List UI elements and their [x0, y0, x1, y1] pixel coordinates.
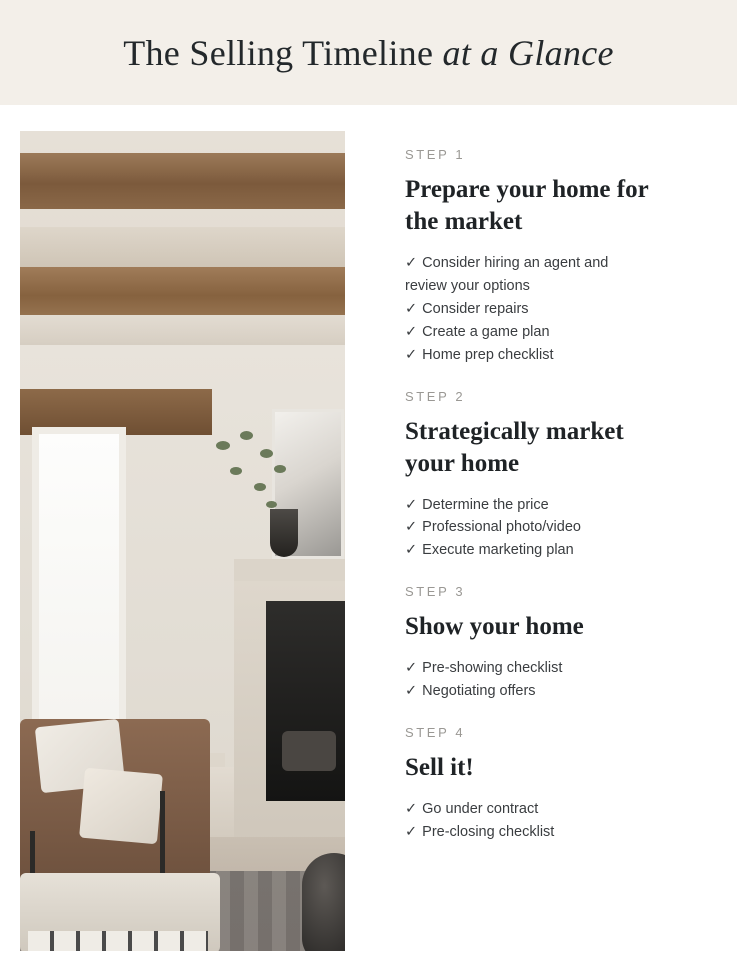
bullet-text: Consider repairs — [422, 300, 529, 317]
step-block-4 — [405, 725, 713, 844]
photo-pillow-lower — [79, 768, 163, 845]
bullet-text: Create a game plan — [422, 323, 550, 340]
step-block-3 — [405, 584, 713, 703]
list-item — [405, 798, 645, 821]
list-item — [405, 657, 645, 680]
bullet-text: Negotiating offers — [422, 683, 536, 700]
step-kicker-3: STEP 3 — [405, 584, 466, 600]
photo-wood-beam-2 — [20, 267, 345, 315]
step-title-4: Sell it! — [405, 754, 474, 782]
content-area — [0, 105, 737, 957]
step-kicker-1: STEP 1 — [405, 147, 466, 162]
photo-striped-throw — [28, 931, 208, 951]
bullet-text: Pre-closing checklist — [422, 823, 555, 840]
bullet-text: Professional photo/video — [422, 519, 581, 536]
list-item — [405, 516, 645, 539]
step-bullets-4 — [405, 798, 713, 844]
living-room-photo — [20, 131, 345, 951]
bullet-text: Determine the price — [422, 496, 549, 513]
photo-vase — [270, 509, 298, 557]
step-block-1 — [405, 147, 713, 367]
check-icon: ✓ — [405, 683, 418, 700]
photo-wood-beam-1 — [20, 153, 345, 209]
photo-leather-pouf — [302, 853, 345, 951]
bullet-text: Consider hiring an agent and review your options — [405, 255, 609, 294]
check-icon: ✓ — [405, 300, 418, 317]
check-icon: ✓ — [405, 660, 418, 677]
check-icon: ✓ — [405, 323, 418, 340]
step-block-2 — [405, 389, 713, 563]
step-bullets-1 — [405, 252, 713, 367]
photo-ceiling-gap-1 — [20, 227, 345, 267]
photo-mantel — [234, 559, 345, 581]
steps-column — [345, 131, 737, 957]
bullet-text: Execute marketing plan — [422, 542, 574, 559]
check-icon: ✓ — [405, 801, 418, 818]
list-item — [405, 680, 645, 703]
step-kicker-4: STEP 4 — [405, 725, 466, 741]
step-bullets-3 — [405, 657, 713, 703]
photo-ceiling-gap-2 — [20, 315, 345, 345]
list-item — [405, 494, 645, 517]
list-item — [405, 252, 645, 298]
check-icon: ✓ — [405, 255, 418, 271]
photo-branch-stems — [206, 431, 306, 521]
check-icon: ✓ — [405, 519, 418, 536]
bullet-text: Pre-showing checklist — [422, 660, 563, 677]
photo-column — [0, 131, 345, 957]
photo-fireplace-logs — [282, 731, 336, 771]
bullet-text: Go under contract — [422, 801, 539, 818]
header-banner — [0, 0, 737, 105]
step-title-1: Prepare your home for the market — [405, 176, 649, 235]
check-icon: ✓ — [405, 496, 418, 513]
photo-firebox — [266, 601, 345, 801]
list-item — [405, 539, 645, 562]
list-item — [405, 344, 645, 367]
page-title — [123, 32, 614, 74]
list-item — [405, 321, 645, 344]
page-title-italic: at a Glance — [442, 32, 614, 73]
check-icon: ✓ — [405, 542, 418, 559]
photo-window — [32, 427, 126, 757]
step-title-3: Show your home — [405, 613, 584, 641]
list-item — [405, 821, 645, 844]
step-bullets-2 — [405, 494, 713, 563]
check-icon: ✓ — [405, 346, 418, 363]
list-item — [405, 298, 645, 321]
step-title-2: Strategically market your home — [405, 417, 624, 477]
check-icon: ✓ — [405, 823, 418, 840]
step-kicker-2: STEP 2 — [405, 388, 466, 404]
bullet-text: Home prep checklist — [422, 346, 554, 363]
page-title-regular: The Selling Timeline — [123, 32, 443, 73]
